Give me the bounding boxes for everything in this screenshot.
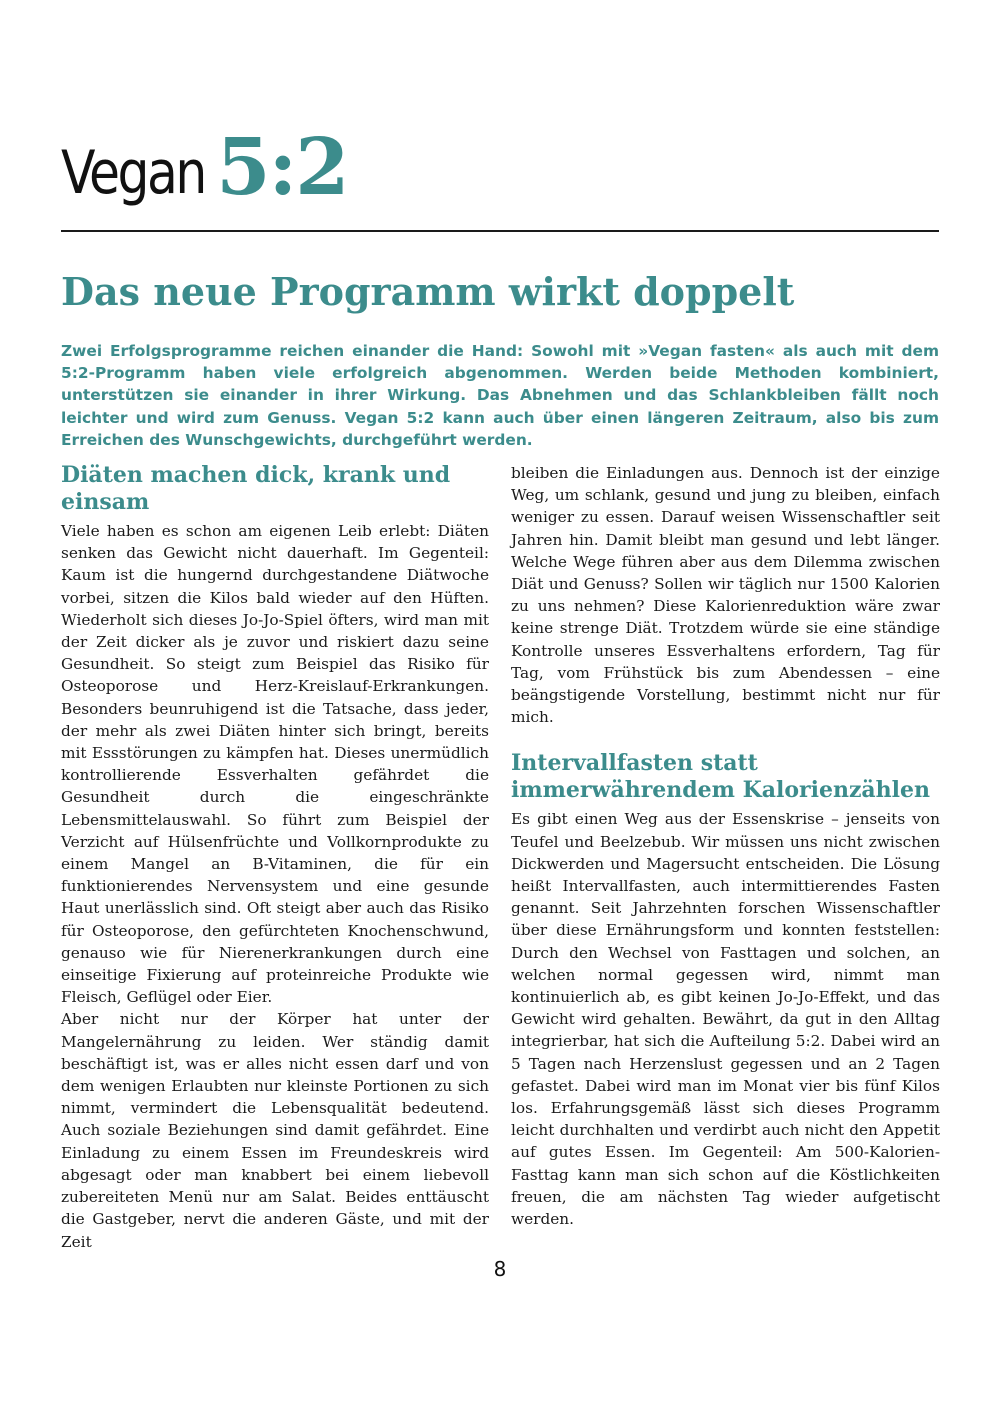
section-diets-paragraph-2-continued: bleiben die Einladungen aus. Dennoch ist der einzige Weg, um schlank, gesund und jung zu bleiben, einfach weniger zu essen. Darauf weisen Wissenschaftler seit Jahren hin. Damit bleibt man gesund und lebt länger. Welche Wege führen aber aus dem Dilemma zwischen Diät und Genuss? Sollen wir täglich nur 1500 Kalorien zu uns nehmen? Diese Kalorienreduktion wäre zwar keine strenge Diät. Trotzdem würde sie eine ständige Kontrolle unseres Essverhaltens erfordern, Tag für Tag, vom Frühstück bis zum Abendessen – eine beängstigende Vorstellung, bestimmt nicht nur für mich.: [511, 464, 940, 727]
section-heading-diets: Diäten machen dick, krank und einsam: [61, 462, 451, 515]
section-heading-interval-fasting: Intervallfasten statt immerwährendem Kalorienzählen: [511, 750, 931, 804]
brand-ratio: 5:2: [216, 122, 348, 213]
header-rule: [61, 230, 939, 232]
section-diets-paragraph-1: Viele haben es schon am eigenen Leib erlebt: Diäten senken das Gewicht nicht dauerhaft. Im Gegenteil: Kaum ist die hungernd durchgestandene Diätwoche vorbei, sitzen die Kilos bald wieder auf den Hüften. Wiederholt sich dieses Jo-Jo-Spiel öfters, wird man mit der Zeit dicker als je zuvor und riskiert dazu seine Gesundheit. So steigt zum Beispiel das Risiko für Osteoporose und Herz-Kreislauf-Erkrankungen. Besonders beunruhigend ist die Tatsache, dass jeder, der mehr als zwei Diäten hinter sich bringt, bereits mit Essstörungen zu kämpfen hat. Dieses unermüdlich kontrollierende Essverhalten gefährdet die Gesundheit durch die eingeschränkte Lebensmittelauswahl. So führt zum Beispiel der Verzicht auf Hülsenfrüchte und Vollkornprodukte zu einem Mangel an B-Vitaminen, die für ein funktionierendes Nervensystem und eine gesunde Haut unerlässlich sind. Oft steigt aber auch das Risiko für Osteoporose, den gefürchteten Knochenschwund, genauso wie für Nierenerkrankungen durch eine einseitige Fixierung auf proteinreiche Produkte wie Fleisch, Geflügel oder Eier.: [61, 522, 489, 1007]
column-right: [511, 462, 940, 1230]
brand-word: Vegan: [61, 138, 205, 208]
column-left: [61, 462, 489, 1253]
brand-logo: [61, 122, 348, 223]
article-title: Das neue Programm wirkt doppelt: [61, 269, 795, 314]
section-diets-paragraph-2: Aber nicht nur der Körper hat unter der Mangelernährung zu leiden. Wer ständig damit beschäftigt ist, was er alles nicht essen darf und von dem wenigen Erlaubten nur kleinste Portionen zu sich nimmt, vermindert die Lebensqualität bedeutend. Auch soziale Beziehungen sind damit gefährdet. Eine Einladung zu einem Essen im Freundeskreis wird abgesagt oder man knabbert bei einem liebevoll zubereiteten Menü nur am Salat. Beides enttäuscht die Gastgeber, nervt die anderen Gäste, und mit der Zeit: [61, 1010, 489, 1251]
article-intro: Zwei Erfolgsprogramme reichen einander die Hand: Sowohl mit »Vegan fasten« als auch mit dem 5:2-Programm haben viele erfolgreich abgenommen. Werden beide Methoden kombiniert, unterstützen sie einander in ihrer Wirkung. Das Abnehmen und das Schlankbleiben fällt noch leichter und wird zum Genuss. Vegan 5:2 kann auch über einen längeren Zeitraum, also bis zum Erreichen des Wunschgewichts, durchgeführt werden.: [61, 342, 939, 449]
section-interval-fasting-paragraph: Es gibt einen Weg aus der Essenskrise – jenseits von Teufel und Beelzebub. Wir müssen uns nicht zwischen Dickwerden und Magersucht entscheiden. Die Lösung heißt Intervallfasten, auch intermittierendes Fasten genannt. Seit Jahrzehnten forschen Wissenschaftler über diese Ernährungsform und konnten feststellen: Durch den Wechsel von Fasttagen und solchen, an welchen normal gegessen wird, nimmt man kontinuierlich ab, es gibt keinen Jo-Jo-Effekt, und das Gewicht wird gehalten. Bewährt, da gut in den Alltag integrierbar, hat sich die Aufteilung 5:2. Dabei wird an 5 Tagen nach Herzenslust gegessen und an 2 Tagen gefastet. Dabei wird man im Monat vier bis fünf Kilos los. Erfahrungsgemäß lässt sich dieses Programm leicht durchhalten und verdirbt auch nicht den Appetit auf gutes Essen. Im Gegenteil: Am 500-Kalorien-Fasttag kann man sich schon auf die Köstlichkeiten freuen, die am nächsten Tag wieder aufgetischt werden.: [511, 810, 940, 1229]
page-number: 8: [493, 1257, 507, 1281]
